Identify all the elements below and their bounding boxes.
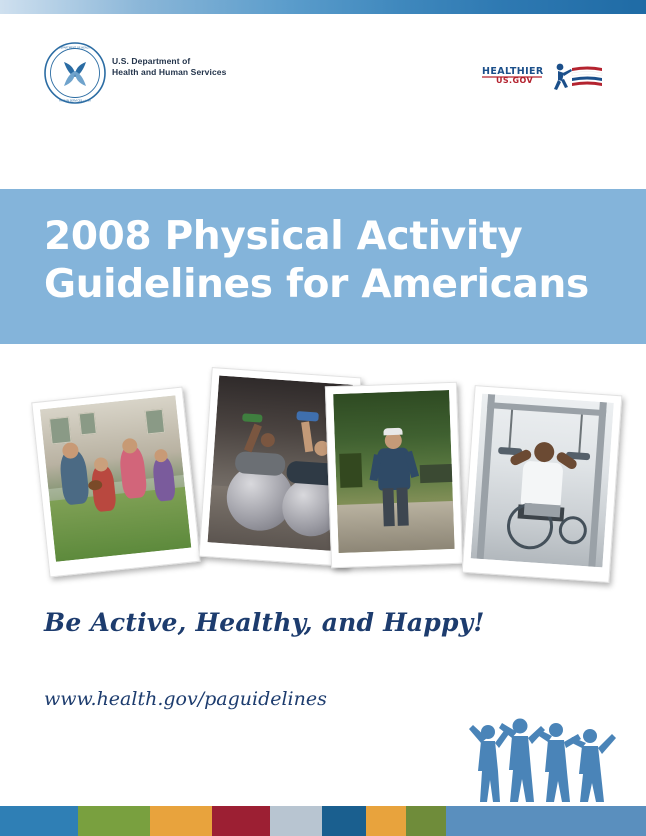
bottom-bar-segment-5 bbox=[270, 806, 322, 836]
healthier-wordmark: HEALTHIER bbox=[482, 66, 544, 77]
photo-family-playing-football bbox=[31, 387, 201, 578]
bottom-bar-segment-8 bbox=[406, 806, 446, 836]
top-gradient-band bbox=[0, 0, 646, 14]
hhs-agency-line-2: Health and Human Services bbox=[112, 67, 227, 78]
document-header bbox=[0, 14, 646, 189]
healthierus-gov-logo bbox=[480, 58, 604, 96]
photo-wheelchair-gym-machine bbox=[462, 385, 623, 583]
photo-older-man-walking bbox=[325, 382, 463, 568]
svg-text:HUMAN SERVICES • USA: HUMAN SERVICES • USA bbox=[59, 99, 91, 103]
bottom-bar-segment-4 bbox=[212, 806, 270, 836]
bottom-color-bar bbox=[0, 806, 646, 836]
page-title-line-1: 2008 Physical Activity bbox=[44, 214, 523, 259]
hhs-agency-line-1: U.S. Department of bbox=[112, 56, 191, 66]
page-title bbox=[44, 213, 604, 308]
bottom-bar-segment-2 bbox=[78, 806, 150, 836]
title-band bbox=[0, 189, 646, 344]
photo-collage bbox=[0, 344, 646, 594]
svg-text:DEPARTMENT OF HEALTH: DEPARTMENT OF HEALTH bbox=[58, 46, 92, 50]
website-url[interactable]: www.health.gov/paguidelines bbox=[44, 688, 327, 710]
hhs-seal-logo bbox=[44, 42, 106, 104]
bottom-bar-segment-1 bbox=[0, 806, 78, 836]
people-celebrating-silhouette bbox=[464, 710, 624, 802]
bottom-bar-segment-9 bbox=[446, 806, 646, 836]
tagline: Be Active, Healthy, and Happy! bbox=[44, 608, 485, 637]
bottom-bar-segment-7 bbox=[366, 806, 406, 836]
usgov-wordmark: US.GOV bbox=[496, 76, 534, 85]
page-title-line-2: Guidelines for Americans bbox=[44, 261, 589, 307]
bottom-bar-segment-6 bbox=[322, 806, 366, 836]
bottom-bar-segment-3 bbox=[150, 806, 212, 836]
hhs-agency-name bbox=[112, 56, 242, 79]
